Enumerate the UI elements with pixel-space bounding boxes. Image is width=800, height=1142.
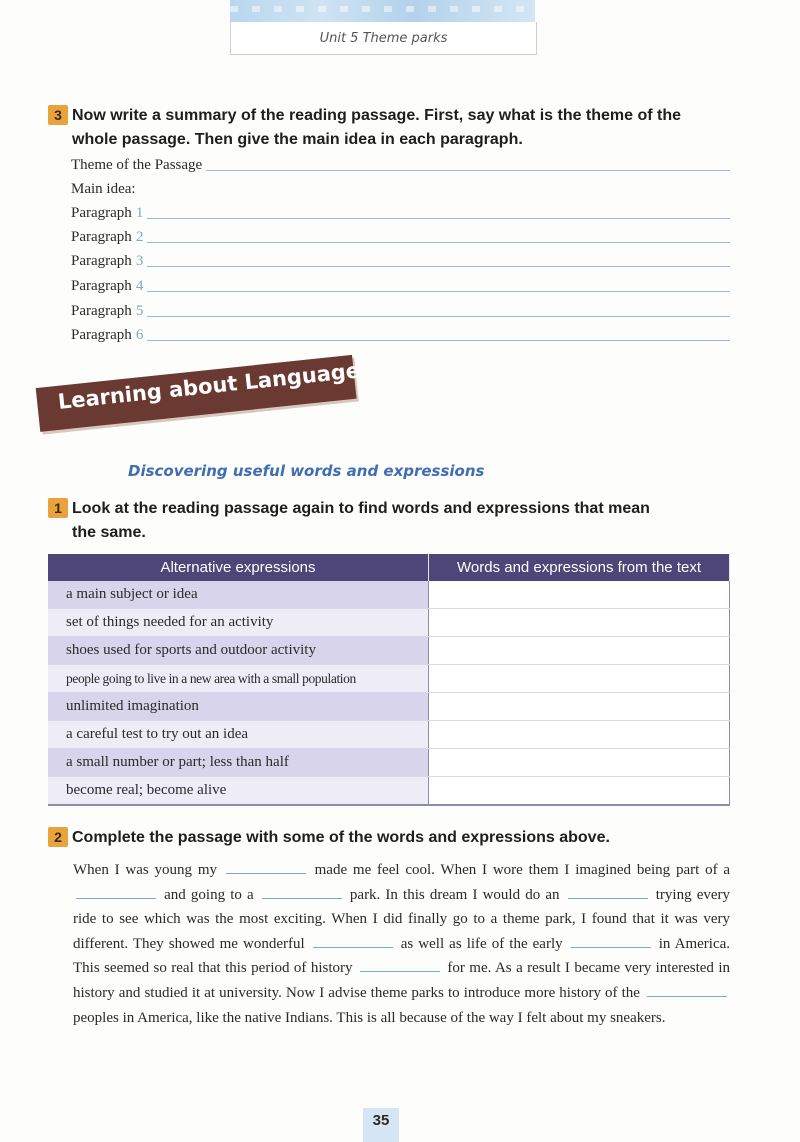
answer-cell[interactable] xyxy=(429,637,730,665)
header-banner-image xyxy=(230,0,535,22)
exercise-1-line1: Look at the reading passage again to find words and expressions that mean xyxy=(72,500,650,517)
column-header: Words and expressions from the text xyxy=(429,554,730,581)
answer-cell[interactable] xyxy=(429,777,730,806)
paragraph-answer-line[interactable] xyxy=(147,265,730,267)
fill-in-blank[interactable] xyxy=(76,886,156,899)
section-banner xyxy=(38,358,363,448)
passage-text: as well as life of the early xyxy=(400,935,563,952)
passage-text: made me feel cool. When I wore them I imagined being part of a xyxy=(314,862,731,878)
paragraph-row xyxy=(71,250,730,270)
fill-in-blank[interactable] xyxy=(262,886,342,899)
fill-in-blank[interactable] xyxy=(647,984,727,997)
fill-in-blank[interactable] xyxy=(313,935,393,948)
paragraph-row xyxy=(71,300,730,320)
column-header: Alternative expressions xyxy=(48,554,429,581)
alternative-expression-cell: become real; become alive xyxy=(48,777,429,806)
passage-text: for me. As a result I became very interested in history and studied it at university. Now I advise theme parks to introduce more history of the xyxy=(73,960,731,1001)
paragraph-number: 6 xyxy=(135,327,144,343)
section-banner-title: Learning about Language xyxy=(56,358,362,414)
exercise-number-badge: 1 xyxy=(48,498,68,518)
cloze-passage xyxy=(73,858,730,1030)
table-row xyxy=(48,609,730,637)
paragraph-answer-line[interactable] xyxy=(147,290,730,292)
paragraph-number: 5 xyxy=(135,303,144,319)
theme-row xyxy=(71,154,730,174)
table-row xyxy=(48,693,730,721)
passage-text: When I was young my xyxy=(73,862,218,878)
answer-cell[interactable] xyxy=(429,749,730,777)
alternative-expression-cell: a careful test to try out an idea xyxy=(48,721,429,749)
exercise-number-badge: 3 xyxy=(48,105,68,125)
paragraph-number: 2 xyxy=(135,229,144,245)
alternative-expression-cell: people going to live in a new area with a small population xyxy=(48,665,429,693)
exercise-2-text: Complete the passage with some of the words and expressions above. xyxy=(72,829,610,846)
alternative-expression-cell: a main subject or idea xyxy=(48,581,429,609)
paragraph-number: 3 xyxy=(135,253,144,269)
paragraph-label: Paragraph xyxy=(71,303,132,319)
theme-answer-line[interactable] xyxy=(206,169,730,171)
table-row xyxy=(48,665,730,693)
exercise-3-instruction xyxy=(48,104,738,152)
answer-cell[interactable] xyxy=(429,581,730,609)
table-row xyxy=(48,581,730,609)
paragraph-answer-line[interactable] xyxy=(147,217,730,219)
exercise-1-line2: the same. xyxy=(72,524,146,541)
paragraph-number: 4 xyxy=(135,278,144,294)
paragraph-answer-line[interactable] xyxy=(147,241,730,243)
table-row xyxy=(48,749,730,777)
passage-text: trying every ride to see which was the most exciting. When I did finally go to a theme park, I found that it was very different. They showed me wonderful xyxy=(73,886,730,952)
alternative-expression-cell: unlimited imagination xyxy=(48,693,429,721)
exercise-3-line2: whole passage. Then give the main idea in each paragraph. xyxy=(72,131,523,148)
answer-cell[interactable] xyxy=(429,693,730,721)
paragraph-label: Paragraph xyxy=(71,327,132,343)
paragraph-label: Paragraph xyxy=(71,205,132,221)
paragraph-answer-line[interactable] xyxy=(147,315,730,317)
paragraph-row xyxy=(71,202,730,222)
exercise-3-line1: Now write a summary of the reading passage. First, say what is the theme of the xyxy=(72,107,682,124)
table-row xyxy=(48,777,730,806)
answer-cell[interactable] xyxy=(429,665,730,693)
unit-caption: Unit 5 Theme parks xyxy=(230,22,537,55)
main-idea-label: Main idea: xyxy=(71,181,136,197)
main-idea-row xyxy=(71,178,136,198)
exercise-2-instruction xyxy=(48,826,738,850)
paragraph-label: Paragraph xyxy=(71,278,132,294)
table-row xyxy=(48,721,730,749)
passage-text: park. In this dream I would do an xyxy=(349,886,560,903)
passage-text: peoples in America, like the native Indians. This is all because of the way I felt about my sneakers. xyxy=(73,1009,666,1026)
paragraph-row xyxy=(71,324,730,344)
fill-in-blank[interactable] xyxy=(226,861,306,874)
section-subtitle: Discovering useful words and expressions xyxy=(128,462,485,480)
page-number: 35 xyxy=(363,1108,399,1142)
paragraph-label: Paragraph xyxy=(71,253,132,269)
expressions-table xyxy=(48,554,730,806)
paragraph-row xyxy=(71,226,730,246)
theme-label: Theme of the Passage xyxy=(71,157,203,173)
alternative-expression-cell: a small number or part; less than half xyxy=(48,749,429,777)
table-header-row xyxy=(48,554,730,581)
passage-text: in America. This seemed so real that this period of history xyxy=(73,935,731,977)
exercise-1-instruction xyxy=(48,497,738,545)
passage-text: and going to a xyxy=(164,886,254,903)
exercise-number-badge: 2 xyxy=(48,827,68,847)
paragraph-number: 1 xyxy=(135,205,144,221)
paragraph-answer-line[interactable] xyxy=(147,339,730,341)
alternative-expression-cell: set of things needed for an activity xyxy=(48,609,429,637)
paragraph-row xyxy=(71,275,730,295)
fill-in-blank[interactable] xyxy=(571,935,651,948)
table-row xyxy=(48,637,730,665)
answer-cell[interactable] xyxy=(429,609,730,637)
paragraph-label: Paragraph xyxy=(71,229,132,245)
fill-in-blank[interactable] xyxy=(568,886,648,899)
fill-in-blank[interactable] xyxy=(360,959,440,972)
alternative-expression-cell: shoes used for sports and outdoor activity xyxy=(48,637,429,665)
answer-cell[interactable] xyxy=(429,721,730,749)
